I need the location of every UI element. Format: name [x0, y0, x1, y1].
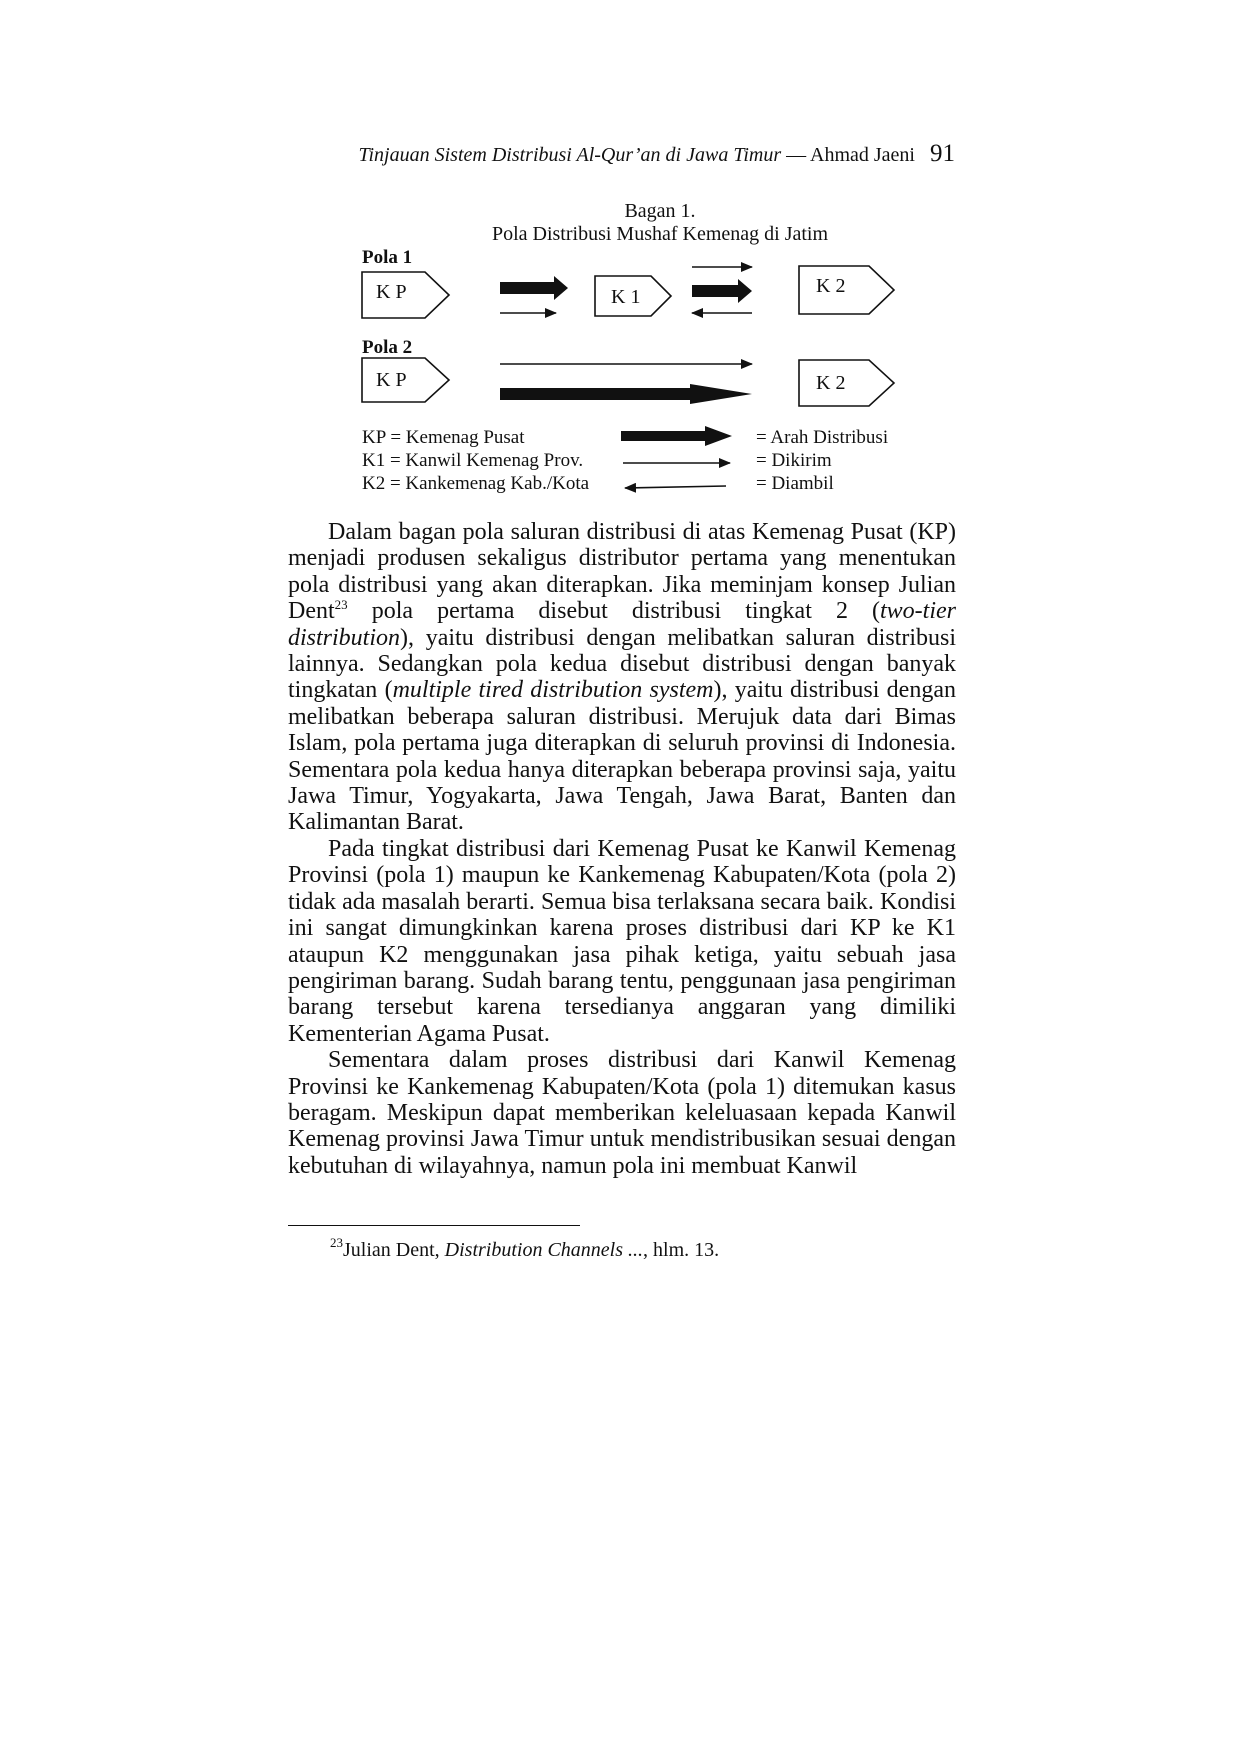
- running-head-author: — Ahmad Jaeni: [786, 144, 915, 166]
- pola1-label: Pola 1: [362, 247, 413, 268]
- diagram-graphics: [0, 0, 1240, 520]
- running-head-title: Tinjauan Sistem Distribusi Al-Qur’an di Jawa Timur: [358, 144, 782, 166]
- pola2-kp-label: K P: [376, 369, 407, 391]
- legend-diambil: = Diambil: [756, 473, 834, 494]
- legend-arah-distribusi: = Arah Distribusi: [756, 427, 889, 448]
- legend-thick-arrow: [621, 426, 732, 446]
- pola1-kp-label: K P: [376, 281, 407, 303]
- paragraph-1: Dalam bagan pola saluran distribusi di atas Kemenag Pusat (KP) menjadi produsen sekaligus distributor pertama yang menentukan pola distribusi yang akan diterapkan. Jika meminjam konsep Julian Dent$^{23}$ pola pertama disebut distribusi tingkat 2 (two-tier distribution), yaitu distribusi dengan melibatkan saluran distribusi lainnya. Sedangkan pola kedua disebut distribusi dengan banyak tingkatan (multiple tired distribution system), yaitu distribusi dengan melibatkan beberapa saluran distribusi. Merujuk data dari Bimas Islam, pola pertama juga diterapkan di seluruh provinsi di Indonesia. Sementara pola kedua hanya diterapkan beberapa provinsi saja, yaitu Jawa Timur, Yogyakarta, Jawa Tengah, Jawa Barat, Banten dan Kalimantan Barat.: [288, 519, 956, 836]
- pola2-thick-arrow: [500, 384, 752, 404]
- pola1-k2-box: [799, 266, 894, 314]
- pola1-k1-k2-thick-arrow: [692, 279, 752, 303]
- page-number: 91: [930, 140, 955, 167]
- pola2-label: Pola 2: [362, 337, 413, 358]
- footnote-23: $^{23}$Julian Dent, Distribution Channels ..., hlm. 13.: [330, 1235, 720, 1261]
- body-text: [288, 519, 956, 1179]
- pola1-k1-label: K 1: [611, 286, 641, 308]
- pola1-kp-k1-thick-arrow: [500, 276, 568, 300]
- pola2-k2-box: [799, 360, 894, 406]
- pola1-k2-label: K 2: [816, 275, 846, 297]
- paragraph-2: Pada tingkat distribusi dari Kemenag Pusat ke Kanwil Kemenag Provinsi (pola 1) maupun ke Kankemenag Kabupaten/Kota (pola 2) tidak ada masalah berarti. Semua bisa terlaksana secara baik. Kondisi ini sangat dimungkinkan karena proses distribusi dari KP ke K1 ataupun K2 menggunakan jasa pihak ketiga, yaitu sebuah jasa pengiriman barang. Sudah barang tentu, penggunaan jasa pengiriman barang tersebut karena tersedianya anggaran yang dimiliki Kementerian Agama Pusat.: [288, 835, 956, 1047]
- pola2-k2-label: K 2: [816, 372, 846, 394]
- footnote-number: 23: [330, 1235, 343, 1250]
- legend-k2: K2 = Kankemenag Kab./Kota: [362, 473, 590, 494]
- footnote-rule: [288, 1225, 580, 1226]
- distribution-diagram: [0, 0, 1240, 520]
- figure-label: Bagan 1.: [624, 200, 696, 222]
- footnote-ref-23: 23: [334, 597, 348, 613]
- paragraph-3: Sementara dalam proses distribusi dari Kanwil Kemenag Provinsi ke Kankemenag Kabupaten/Kota (pola 1) ditemukan kasus beragam. Meskipun dapat memberikan keleluasaan kepada Kanwil Kemenag provinsi Jawa Timur untuk mendistribusikan sesuai dengan kebutuhan di wilayahnya, namun pola ini membuat Kanwil: [288, 1047, 956, 1179]
- legend-return-arrow: [625, 486, 726, 488]
- legend-dikirim: = Dikirim: [756, 450, 832, 471]
- legend-k1: K1 = Kanwil Kemenag Prov.: [362, 450, 584, 471]
- legend-kp: KP = Kemenag Pusat: [362, 427, 525, 448]
- figure-title: Pola Distribusi Mushaf Kemenag di Jatim: [491, 223, 829, 245]
